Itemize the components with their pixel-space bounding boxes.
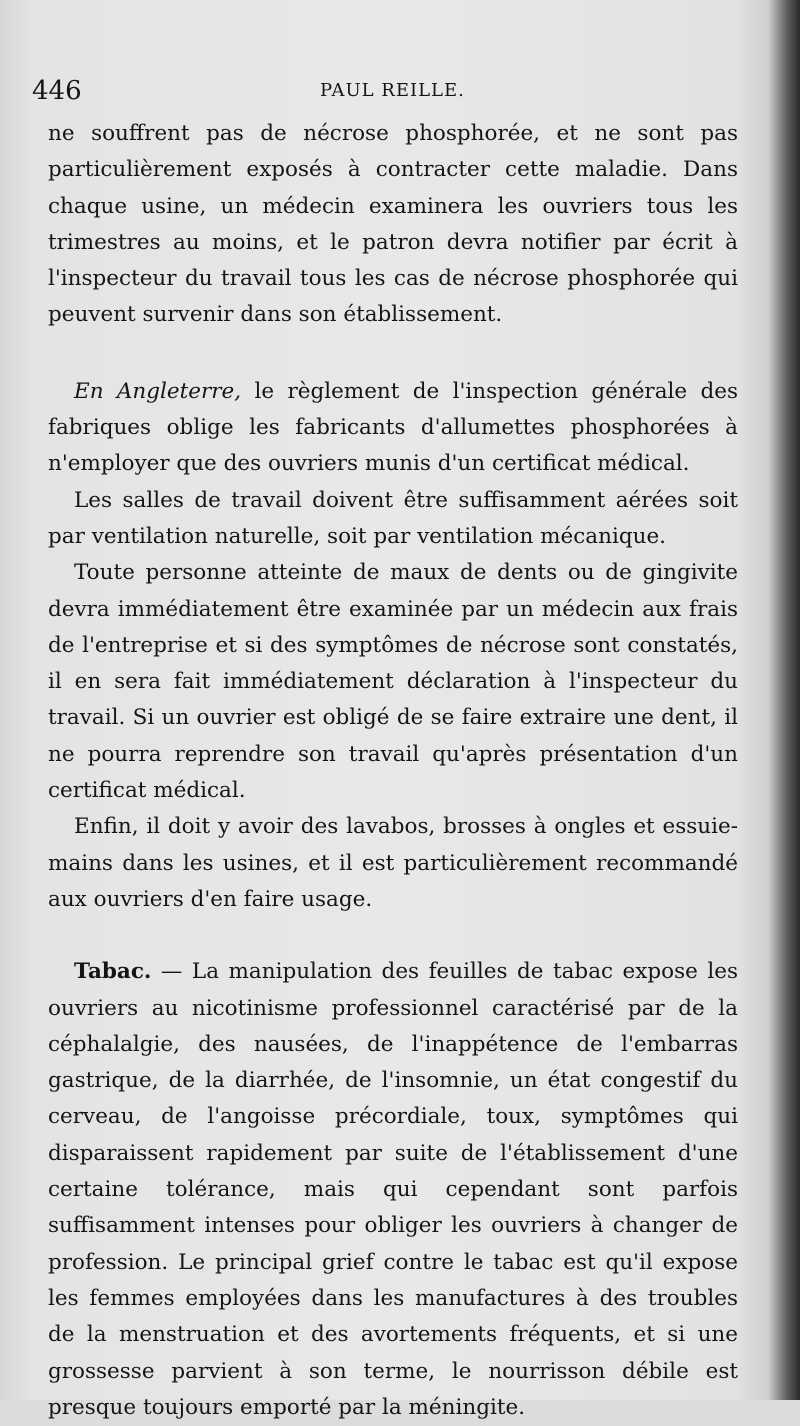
paragraph-angleterre bbox=[48, 374, 738, 483]
body-text bbox=[48, 116, 738, 1426]
paragraph-gingivite: Toute personne atteinte de maux de dents ou de gingivite devra immédiatement être examinée par un médecin aux frais de l'entreprise et si des symptômes de nécrose sont constatés, il en sera fait immédiatement déclaration à l'inspecteur du travail. Si un ouvrier est obligé de se faire extraire une dent, il ne pourra reprendre son travail qu'après présentation d'un certificat médical. bbox=[48, 560, 738, 804]
section-heading-tabac: Tabac. bbox=[74, 959, 152, 985]
paragraph-lavabos: Enfin, il doit y avoir des lavabos, brosses à ongles et essuie-mains dans les usines, et il est particulièrement recommandé aux ouvriers d'en faire usage. bbox=[48, 814, 738, 912]
paragraph-ventilation: Les salles de travail doivent être suffisamment aérées soit par ventilation naturelle, soit par ventilation mécanique. bbox=[48, 487, 738, 549]
paragraph-continuation: ne souffrent pas de nécrose phosphorée, et ne sont pas particulièrement exposés à contracter cette maladie. Dans chaque usine, un médecin examinera les ouvriers tous les trimestres au moins, et le patron devra notifier par écrit à l'inspecteur du travail tous les cas de nécrose phosphorée qui peuvent survenir dans son établissement. bbox=[48, 121, 738, 328]
running-head: PAUL REILLE. bbox=[320, 80, 465, 101]
paragraph-lead-italic: En Angleterre, bbox=[74, 378, 242, 404]
paragraph-text: — La manipulation des feuilles de tabac expose les ouvriers au nicotinisme professionnel caractérisé par de la céphalalgie, des nausées, de l'inappétence de l'embarras gastrique, de la diarrhée, de l'insomnie, un état congestif du cerveau, de l'angoisse précordiale, toux, symptômes qui disparaissent rapidement par suite de l'établissement d'une certaine tolérance, mais qui cependant sont parfois suffisamment intenses pour obliger les ouvriers à changer de profession. Le principal grief contre le tabac est qu'il expose les femmes employées dans les manufactures à des troubles de la menstruation et des avortements fréquents, et si une grossesse parvient à son terme, le nourrisson débile est presque toujours emporté par la méningite. bbox=[48, 959, 738, 1420]
page-number: 446 bbox=[32, 76, 82, 106]
paragraph-tabac bbox=[48, 954, 738, 1426]
paragraph-text: le règlement de l'inspection générale des fabriques oblige les fabricants d'allumettes phosphorées à n'employer que des ouvriers munis d'un certificat médical. bbox=[48, 378, 738, 477]
page-header bbox=[0, 76, 780, 116]
